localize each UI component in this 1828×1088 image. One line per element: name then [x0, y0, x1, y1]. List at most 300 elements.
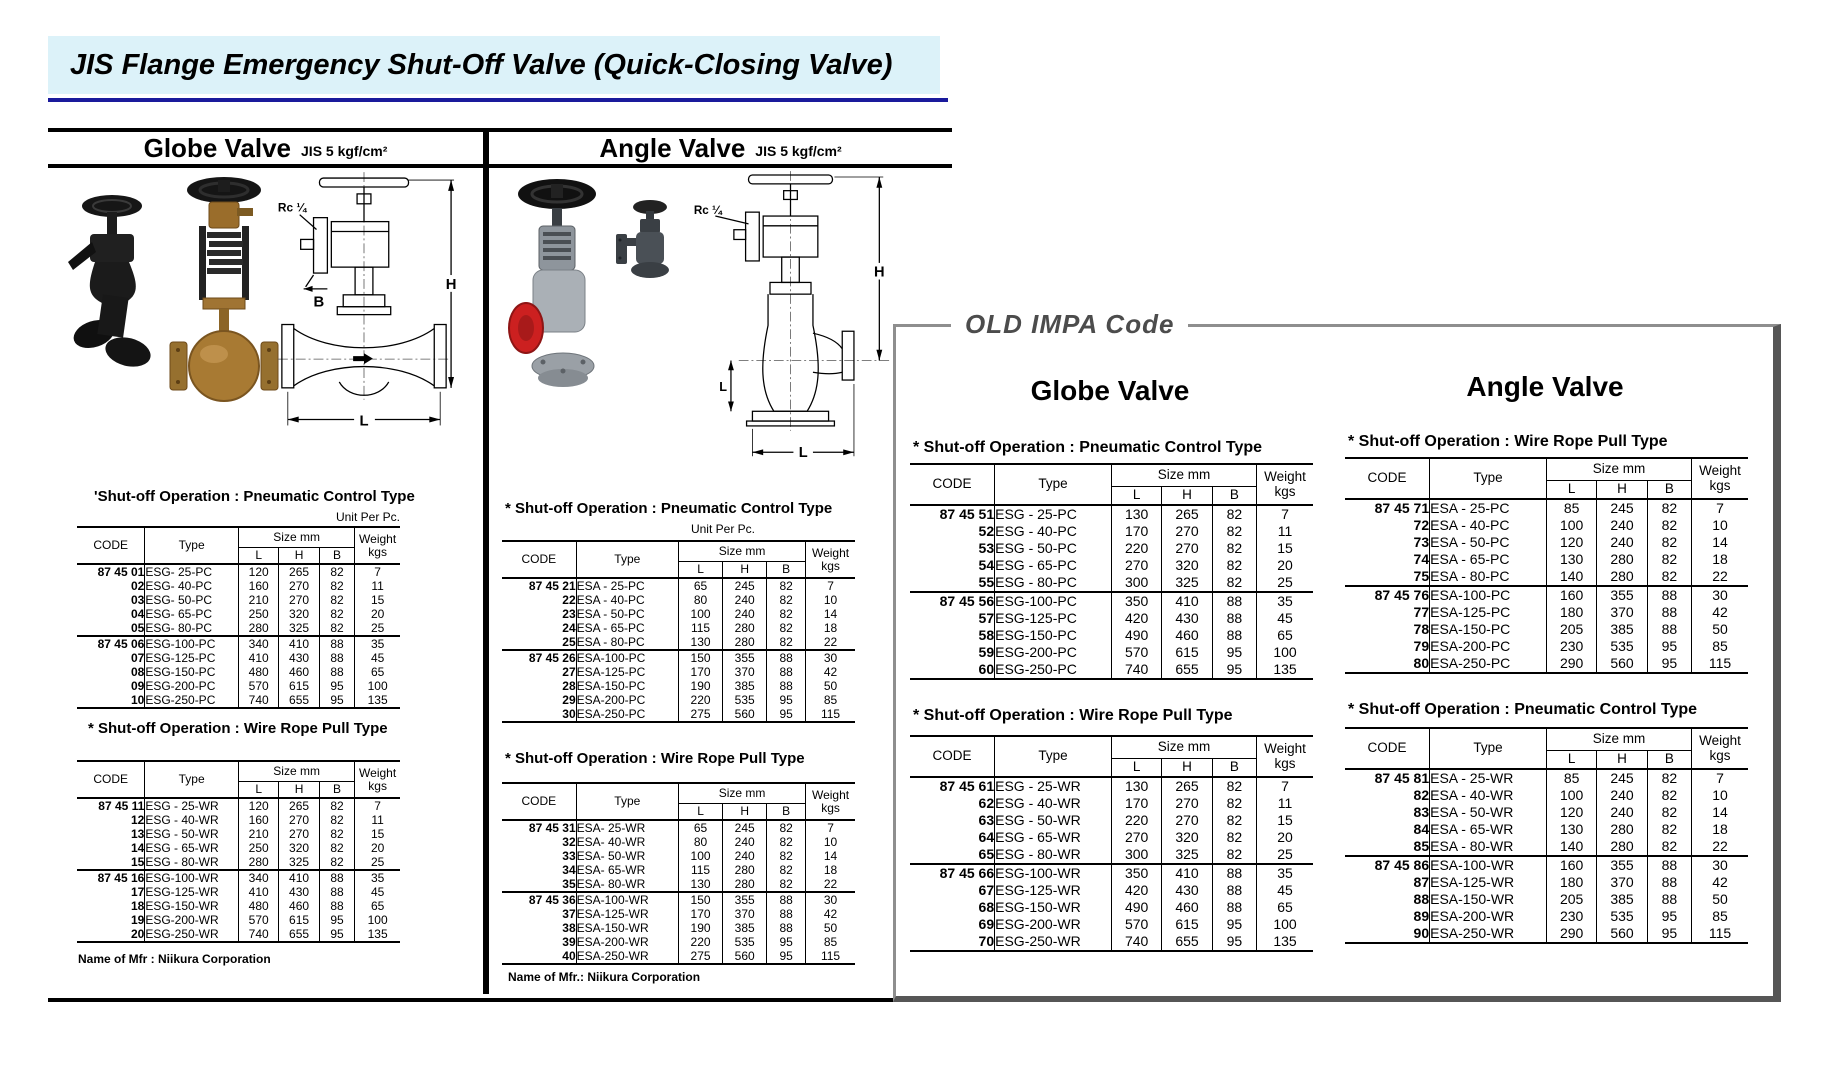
spec-table-row — [77, 593, 400, 607]
weight-cell: 14 — [1692, 804, 1748, 821]
weight-cell: 7 — [806, 578, 855, 593]
column-header: Size mm — [238, 527, 354, 548]
size-l-cell: 280 — [238, 855, 278, 870]
spec-table-row — [1345, 586, 1748, 604]
type-cell: ESG - 80-WR — [145, 855, 239, 870]
size-l-cell: 205 — [1546, 891, 1596, 908]
column-header: Weight kgs — [1257, 736, 1313, 777]
impa-angle-title: Angle Valve — [1466, 371, 1624, 402]
weight-cell: 85 — [1692, 638, 1748, 655]
column-header: H — [1162, 759, 1212, 778]
type-cell: ESA- 40-WR — [576, 835, 678, 849]
size-b-cell: 95 — [1212, 661, 1256, 679]
size-h-cell: 615 — [1162, 644, 1212, 661]
spec-table-row — [910, 627, 1313, 644]
code-cell: 53 — [978, 540, 995, 557]
weight-cell: 7 — [355, 564, 400, 579]
size-h-cell: 385 — [723, 921, 767, 935]
column-header: Weight kgs — [355, 527, 400, 564]
code-cell: 24 — [562, 620, 576, 635]
size-l-cell: 230 — [1546, 638, 1596, 655]
code-cell: 52 — [978, 523, 995, 540]
globe-section-title: Globe Valve — [143, 132, 292, 163]
weight-cell: 42 — [806, 665, 855, 679]
size-h-cell: 535 — [1597, 908, 1647, 925]
size-l-cell: 740 — [1111, 661, 1161, 679]
weight-cell: 25 — [355, 855, 400, 870]
spec-table-row — [910, 644, 1313, 661]
weight-cell: 30 — [1692, 586, 1748, 604]
weight-cell: 35 — [1257, 592, 1313, 610]
spec-table-row — [77, 827, 400, 841]
type-cell: ESA - 50-WR — [1430, 804, 1547, 821]
impa-angle-pneumatic-table — [1345, 727, 1748, 944]
type-cell: ESA-100-WR — [576, 892, 678, 907]
impa-angle-wire-table — [1345, 457, 1748, 674]
weight-cell: 10 — [1692, 517, 1748, 534]
size-b-cell: 95 — [767, 949, 806, 964]
size-l-cell: 130 — [1111, 505, 1161, 523]
weight-cell: 11 — [355, 813, 400, 827]
size-l-cell: 190 — [678, 679, 722, 693]
size-b-cell: 82 — [767, 593, 806, 607]
size-b-cell: 82 — [1212, 812, 1256, 829]
size-b-cell: 82 — [1212, 540, 1256, 557]
size-b-cell: 95 — [1647, 655, 1691, 673]
weight-cell: 50 — [806, 679, 855, 693]
size-l-cell: 340 — [238, 636, 278, 651]
column-header: H — [1597, 751, 1647, 770]
weight-cell: 42 — [1692, 604, 1748, 621]
column-header: B — [1647, 481, 1691, 500]
size-h-cell: 240 — [1597, 804, 1647, 821]
spec-table-row — [910, 795, 1313, 812]
column-header: Type — [1430, 728, 1547, 769]
impa-globe-wire-table — [910, 735, 1313, 952]
column-header: B — [319, 548, 355, 565]
size-h-cell: 265 — [279, 564, 319, 579]
column-header: L — [1546, 751, 1596, 770]
weight-cell: 11 — [1257, 523, 1313, 540]
spec-table-row — [502, 921, 855, 935]
size-l-cell: 170 — [1111, 795, 1161, 812]
size-h-cell: 240 — [1597, 517, 1647, 534]
size-l-cell: 170 — [678, 907, 722, 921]
old-impa-title: OLD IMPA Code — [951, 309, 1188, 340]
size-h-cell: 240 — [1597, 787, 1647, 804]
size-l-cell: 740 — [1111, 933, 1161, 951]
code-cell: 69 — [978, 916, 995, 933]
type-cell: ESA- 25-WR — [576, 820, 678, 835]
size-l-cell: 140 — [1546, 568, 1596, 586]
code-cell: 85 — [1413, 838, 1430, 855]
size-b-cell: 82 — [1212, 777, 1256, 795]
column-header: Size mm — [1111, 464, 1256, 487]
code-cell: 15 — [130, 854, 145, 869]
size-l-cell: 85 — [1546, 769, 1596, 787]
size-b-cell: 95 — [767, 935, 806, 949]
size-h-cell: 615 — [1162, 916, 1212, 933]
size-h-cell: 615 — [279, 913, 319, 927]
type-cell: ESG - 65-WR — [145, 841, 239, 855]
size-h-cell: 270 — [1162, 795, 1212, 812]
type-cell: ESA - 80-PC — [1430, 568, 1547, 586]
type-cell: ESG - 65-WR — [995, 829, 1112, 846]
type-cell: ESG-250-WR — [995, 933, 1112, 951]
spec-table-row — [1345, 804, 1748, 821]
size-b-cell: 82 — [767, 877, 806, 892]
size-l-cell: 300 — [1111, 574, 1161, 592]
type-cell: ESA- 50-WR — [576, 849, 678, 863]
size-l-cell: 120 — [238, 564, 278, 579]
spec-table-row — [502, 892, 855, 907]
weight-cell: 115 — [806, 707, 855, 722]
spec-table-row — [502, 835, 855, 849]
dim-label-h: H — [874, 264, 885, 281]
column-header: H — [1597, 481, 1647, 500]
spec-table-row — [910, 523, 1313, 540]
weight-cell: 22 — [806, 635, 855, 650]
size-b-cell: 82 — [1212, 574, 1256, 592]
type-cell: ESA-250-WR — [1430, 925, 1547, 943]
spec-table-row — [910, 933, 1313, 951]
angle-section-title: Angle Valve — [599, 132, 746, 163]
size-l-cell: 230 — [1546, 908, 1596, 925]
globe-manufacturer-note: Name of Mfr : Niikura Corporation — [78, 952, 271, 966]
size-l-cell: 65 — [678, 820, 722, 835]
size-l-cell: 740 — [238, 693, 278, 708]
globe-valve-dimension-drawing — [270, 170, 458, 482]
size-b-cell: 88 — [1647, 874, 1691, 891]
size-h-cell: 460 — [279, 899, 319, 913]
size-l-cell: 210 — [238, 827, 278, 841]
code-cell: 40 — [562, 948, 576, 963]
code-cell: 05 — [130, 620, 145, 635]
type-cell: ESG - 25-PC — [995, 505, 1112, 523]
size-l-cell: 290 — [1546, 655, 1596, 673]
size-l-cell: 420 — [1111, 882, 1161, 899]
column-header: Weight kgs — [806, 783, 855, 820]
type-cell: ESA-200-PC — [576, 693, 678, 707]
type-cell: ESA-150-PC — [1430, 621, 1547, 638]
code-cell: 67 — [978, 882, 995, 899]
size-l-cell: 160 — [1546, 586, 1596, 604]
weight-cell: 15 — [355, 827, 400, 841]
spec-table-row — [502, 665, 855, 679]
size-b-cell: 88 — [767, 650, 806, 665]
type-cell: ESG-250-WR — [145, 927, 239, 942]
size-l-cell: 65 — [678, 578, 722, 593]
code-cell: 79 — [1413, 638, 1430, 655]
size-h-cell: 430 — [279, 885, 319, 899]
code-cell: 32 — [562, 834, 576, 849]
size-l-cell: 115 — [678, 863, 722, 877]
code-cell: 87 45 26 — [502, 650, 576, 665]
size-h-cell: 280 — [1597, 821, 1647, 838]
size-l-cell: 80 — [678, 835, 722, 849]
code-cell: 90 — [1413, 925, 1430, 942]
size-b-cell: 88 — [1212, 882, 1256, 899]
size-b-cell: 82 — [319, 607, 355, 621]
size-h-cell: 280 — [723, 863, 767, 877]
column-header: H — [1162, 487, 1212, 506]
type-cell: ESG-100-WR — [145, 870, 239, 885]
size-l-cell: 80 — [678, 593, 722, 607]
weight-cell: 100 — [1257, 644, 1313, 661]
column-header: H — [723, 804, 767, 821]
size-b-cell: 88 — [1212, 899, 1256, 916]
spec-table-row — [1345, 874, 1748, 891]
column-header: Weight kgs — [1692, 458, 1748, 499]
size-l-cell: 220 — [1111, 812, 1161, 829]
size-b-cell: 95 — [1647, 638, 1691, 655]
weight-cell: 45 — [1257, 610, 1313, 627]
weight-cell: 22 — [806, 877, 855, 892]
size-l-cell: 570 — [238, 679, 278, 693]
column-header: Weight kgs — [806, 541, 855, 578]
spec-table-row — [1345, 551, 1748, 568]
code-cell: 70 — [978, 933, 995, 950]
size-b-cell: 82 — [319, 813, 355, 827]
size-b-cell: 82 — [1647, 838, 1691, 856]
angle-pneumatic-table — [502, 540, 855, 723]
angle-section-header — [489, 132, 952, 164]
code-cell: 87 45 86 — [1345, 856, 1430, 874]
globe-valve-photo-bronze — [168, 170, 280, 438]
size-l-cell: 340 — [238, 870, 278, 885]
column-header: H — [723, 562, 767, 579]
code-cell: 87 45 06 — [77, 636, 145, 651]
type-cell: ESG- 50-PC — [145, 593, 239, 607]
column-header: L — [1111, 487, 1161, 506]
code-cell: 07 — [130, 650, 145, 665]
type-cell: ESG - 65-PC — [995, 557, 1112, 574]
size-b-cell: 95 — [767, 693, 806, 707]
code-cell: 64 — [978, 829, 995, 846]
impa-angle-pneumatic-heading: * Shut-off Operation : Pneumatic Control Type — [1348, 701, 1698, 718]
code-cell: 84 — [1413, 821, 1430, 838]
size-b-cell: 88 — [1647, 856, 1691, 874]
weight-cell: 50 — [806, 921, 855, 935]
type-cell: ESA - 50-PC — [576, 607, 678, 621]
weight-cell: 100 — [355, 679, 400, 693]
size-l-cell: 120 — [1546, 534, 1596, 551]
spec-table-row — [910, 864, 1313, 882]
type-cell: ESA-100-WR — [1430, 856, 1547, 874]
spec-table-row — [502, 679, 855, 693]
code-cell: 60 — [978, 661, 995, 678]
spec-table-row — [1345, 621, 1748, 638]
size-b-cell: 82 — [1647, 551, 1691, 568]
size-b-cell: 82 — [1647, 517, 1691, 534]
column-header: L — [1111, 759, 1161, 778]
type-cell: ESG - 40-PC — [995, 523, 1112, 540]
size-h-cell: 270 — [1162, 523, 1212, 540]
weight-cell: 65 — [1257, 899, 1313, 916]
size-h-cell: 370 — [1597, 604, 1647, 621]
size-h-cell: 270 — [1162, 540, 1212, 557]
spec-table-row — [910, 899, 1313, 916]
spec-table-row — [910, 829, 1313, 846]
code-cell: 63 — [978, 812, 995, 829]
size-b-cell: 88 — [319, 899, 355, 913]
column-header: CODE — [932, 476, 972, 492]
type-cell: ESA - 65-WR — [1430, 821, 1547, 838]
column-header: H — [279, 782, 319, 799]
spec-table-row — [77, 693, 400, 708]
spec-table-row — [910, 592, 1313, 610]
size-l-cell: 120 — [238, 798, 278, 813]
spec-table-row — [502, 635, 855, 650]
weight-cell: 135 — [355, 693, 400, 708]
spec-table-row — [77, 679, 400, 693]
size-h-cell: 355 — [723, 892, 767, 907]
type-cell: ESG-200-WR — [145, 913, 239, 927]
type-cell: ESG-100-WR — [995, 864, 1112, 882]
weight-cell: 35 — [355, 870, 400, 885]
column-header: H — [279, 548, 319, 565]
size-h-cell: 280 — [723, 621, 767, 635]
size-b-cell: 82 — [319, 841, 355, 855]
angle-manufacturer-note: Name of Mfr.: Niikura Corporation — [508, 970, 701, 984]
type-cell: ESA-100-PC — [1430, 586, 1547, 604]
size-l-cell: 220 — [678, 693, 722, 707]
spec-table-row — [502, 693, 855, 707]
type-cell: ESG-125-WR — [995, 882, 1112, 899]
spec-table-row — [502, 863, 855, 877]
spec-table-row — [1345, 568, 1748, 586]
code-cell: 03 — [130, 592, 145, 607]
size-h-cell: 245 — [723, 578, 767, 593]
spec-table-row — [502, 593, 855, 607]
weight-cell: 65 — [355, 899, 400, 913]
code-cell: 88 — [1413, 891, 1430, 908]
type-cell: ESA-150-WR — [1430, 891, 1547, 908]
column-header: L — [678, 562, 722, 579]
size-l-cell: 170 — [678, 665, 722, 679]
impa-globe-pneumatic-heading: * Shut-off Operation : Pneumatic Control Type — [913, 439, 1263, 456]
weight-cell: 50 — [1692, 621, 1748, 638]
dim-label-l: L — [798, 445, 808, 462]
size-h-cell: 320 — [1162, 829, 1212, 846]
size-b-cell: 82 — [1647, 769, 1691, 787]
column-header: CODE — [93, 538, 128, 553]
code-cell: 22 — [562, 592, 576, 607]
type-cell: ESA - 40-PC — [576, 593, 678, 607]
weight-cell: 7 — [355, 798, 400, 813]
code-cell: 75 — [1413, 568, 1430, 585]
size-h-cell: 240 — [723, 607, 767, 621]
column-header: CODE — [932, 748, 972, 764]
weight-cell: 10 — [806, 835, 855, 849]
code-cell: 87 45 61 — [939, 778, 995, 795]
impa-angle-wire-heading: * Shut-off Operation : Wire Rope Pull Type — [1348, 433, 1668, 450]
size-h-cell: 460 — [1162, 627, 1212, 644]
code-cell: 72 — [1413, 517, 1430, 534]
size-b-cell: 88 — [767, 679, 806, 693]
size-b-cell: 88 — [1647, 604, 1691, 621]
globe-unit-note: Unit Per Pc. — [335, 510, 400, 524]
size-h-cell: 270 — [279, 827, 319, 841]
type-cell: ESG-200-PC — [995, 644, 1112, 661]
type-cell: ESA-150-WR — [576, 921, 678, 935]
size-l-cell: 180 — [1546, 874, 1596, 891]
size-b-cell: 82 — [1647, 804, 1691, 821]
globe-pressure-rating: JIS 5 kgf/cm² — [301, 143, 388, 159]
size-h-cell: 245 — [723, 820, 767, 835]
spec-table-row — [1345, 517, 1748, 534]
size-l-cell: 270 — [1111, 557, 1161, 574]
size-b-cell: 82 — [767, 621, 806, 635]
spec-table-row — [77, 885, 400, 899]
weight-cell: 18 — [1692, 551, 1748, 568]
size-b-cell: 82 — [319, 827, 355, 841]
code-cell: 02 — [130, 578, 145, 593]
type-cell: ESA - 25-PC — [576, 578, 678, 593]
size-l-cell: 210 — [238, 593, 278, 607]
size-h-cell: 270 — [1162, 812, 1212, 829]
weight-cell: 22 — [1692, 568, 1748, 586]
globe-wire-rope-heading: * Shut-off Operation : Wire Rope Pull Type — [88, 720, 388, 737]
size-h-cell: 355 — [1597, 856, 1647, 874]
type-cell: ESG-125-PC — [145, 651, 239, 665]
column-header: CODE — [1367, 740, 1407, 756]
size-h-cell: 560 — [723, 949, 767, 964]
size-b-cell: 82 — [1212, 846, 1256, 864]
weight-cell: 20 — [1257, 557, 1313, 574]
angle-valve-photo-small — [612, 194, 684, 316]
size-h-cell: 240 — [723, 835, 767, 849]
size-h-cell: 410 — [1162, 592, 1212, 610]
catalog-section — [48, 128, 952, 1002]
column-header: B — [1212, 759, 1256, 778]
size-h-cell: 430 — [279, 651, 319, 665]
spec-table-row — [77, 607, 400, 621]
type-cell: ESG- 65-PC — [145, 607, 239, 621]
weight-cell: 20 — [1257, 829, 1313, 846]
size-h-cell: 280 — [723, 635, 767, 650]
type-cell: ESA-200-WR — [576, 935, 678, 949]
type-cell: ESG - 40-WR — [995, 795, 1112, 812]
impa-globe-wire-heading: * Shut-off Operation : Wire Rope Pull Type — [913, 707, 1233, 724]
size-b-cell: 82 — [767, 578, 806, 593]
size-b-cell: 82 — [767, 607, 806, 621]
type-cell: ESA-125-WR — [1430, 874, 1547, 891]
code-cell: 87 45 81 — [1374, 770, 1430, 787]
size-b-cell: 82 — [1647, 499, 1691, 517]
size-b-cell: 82 — [1212, 523, 1256, 540]
size-b-cell: 82 — [1212, 505, 1256, 523]
size-h-cell: 270 — [279, 813, 319, 827]
type-cell: ESG-150-PC — [995, 627, 1112, 644]
size-h-cell: 240 — [723, 593, 767, 607]
size-b-cell: 82 — [1647, 821, 1691, 838]
type-cell: ESA- 80-WR — [576, 877, 678, 892]
weight-cell: 20 — [355, 607, 400, 621]
code-cell: 19 — [130, 912, 145, 927]
size-h-cell: 320 — [1162, 557, 1212, 574]
size-l-cell: 220 — [1111, 540, 1161, 557]
column-header: Weight kgs — [355, 761, 400, 798]
size-h-cell: 280 — [1597, 838, 1647, 856]
size-b-cell: 88 — [319, 636, 355, 651]
weight-cell: 35 — [355, 636, 400, 651]
column-header: L — [1546, 481, 1596, 500]
size-b-cell: 82 — [1647, 568, 1691, 586]
size-b-cell: 82 — [767, 835, 806, 849]
weight-cell: 85 — [806, 693, 855, 707]
spec-table-row — [77, 798, 400, 813]
